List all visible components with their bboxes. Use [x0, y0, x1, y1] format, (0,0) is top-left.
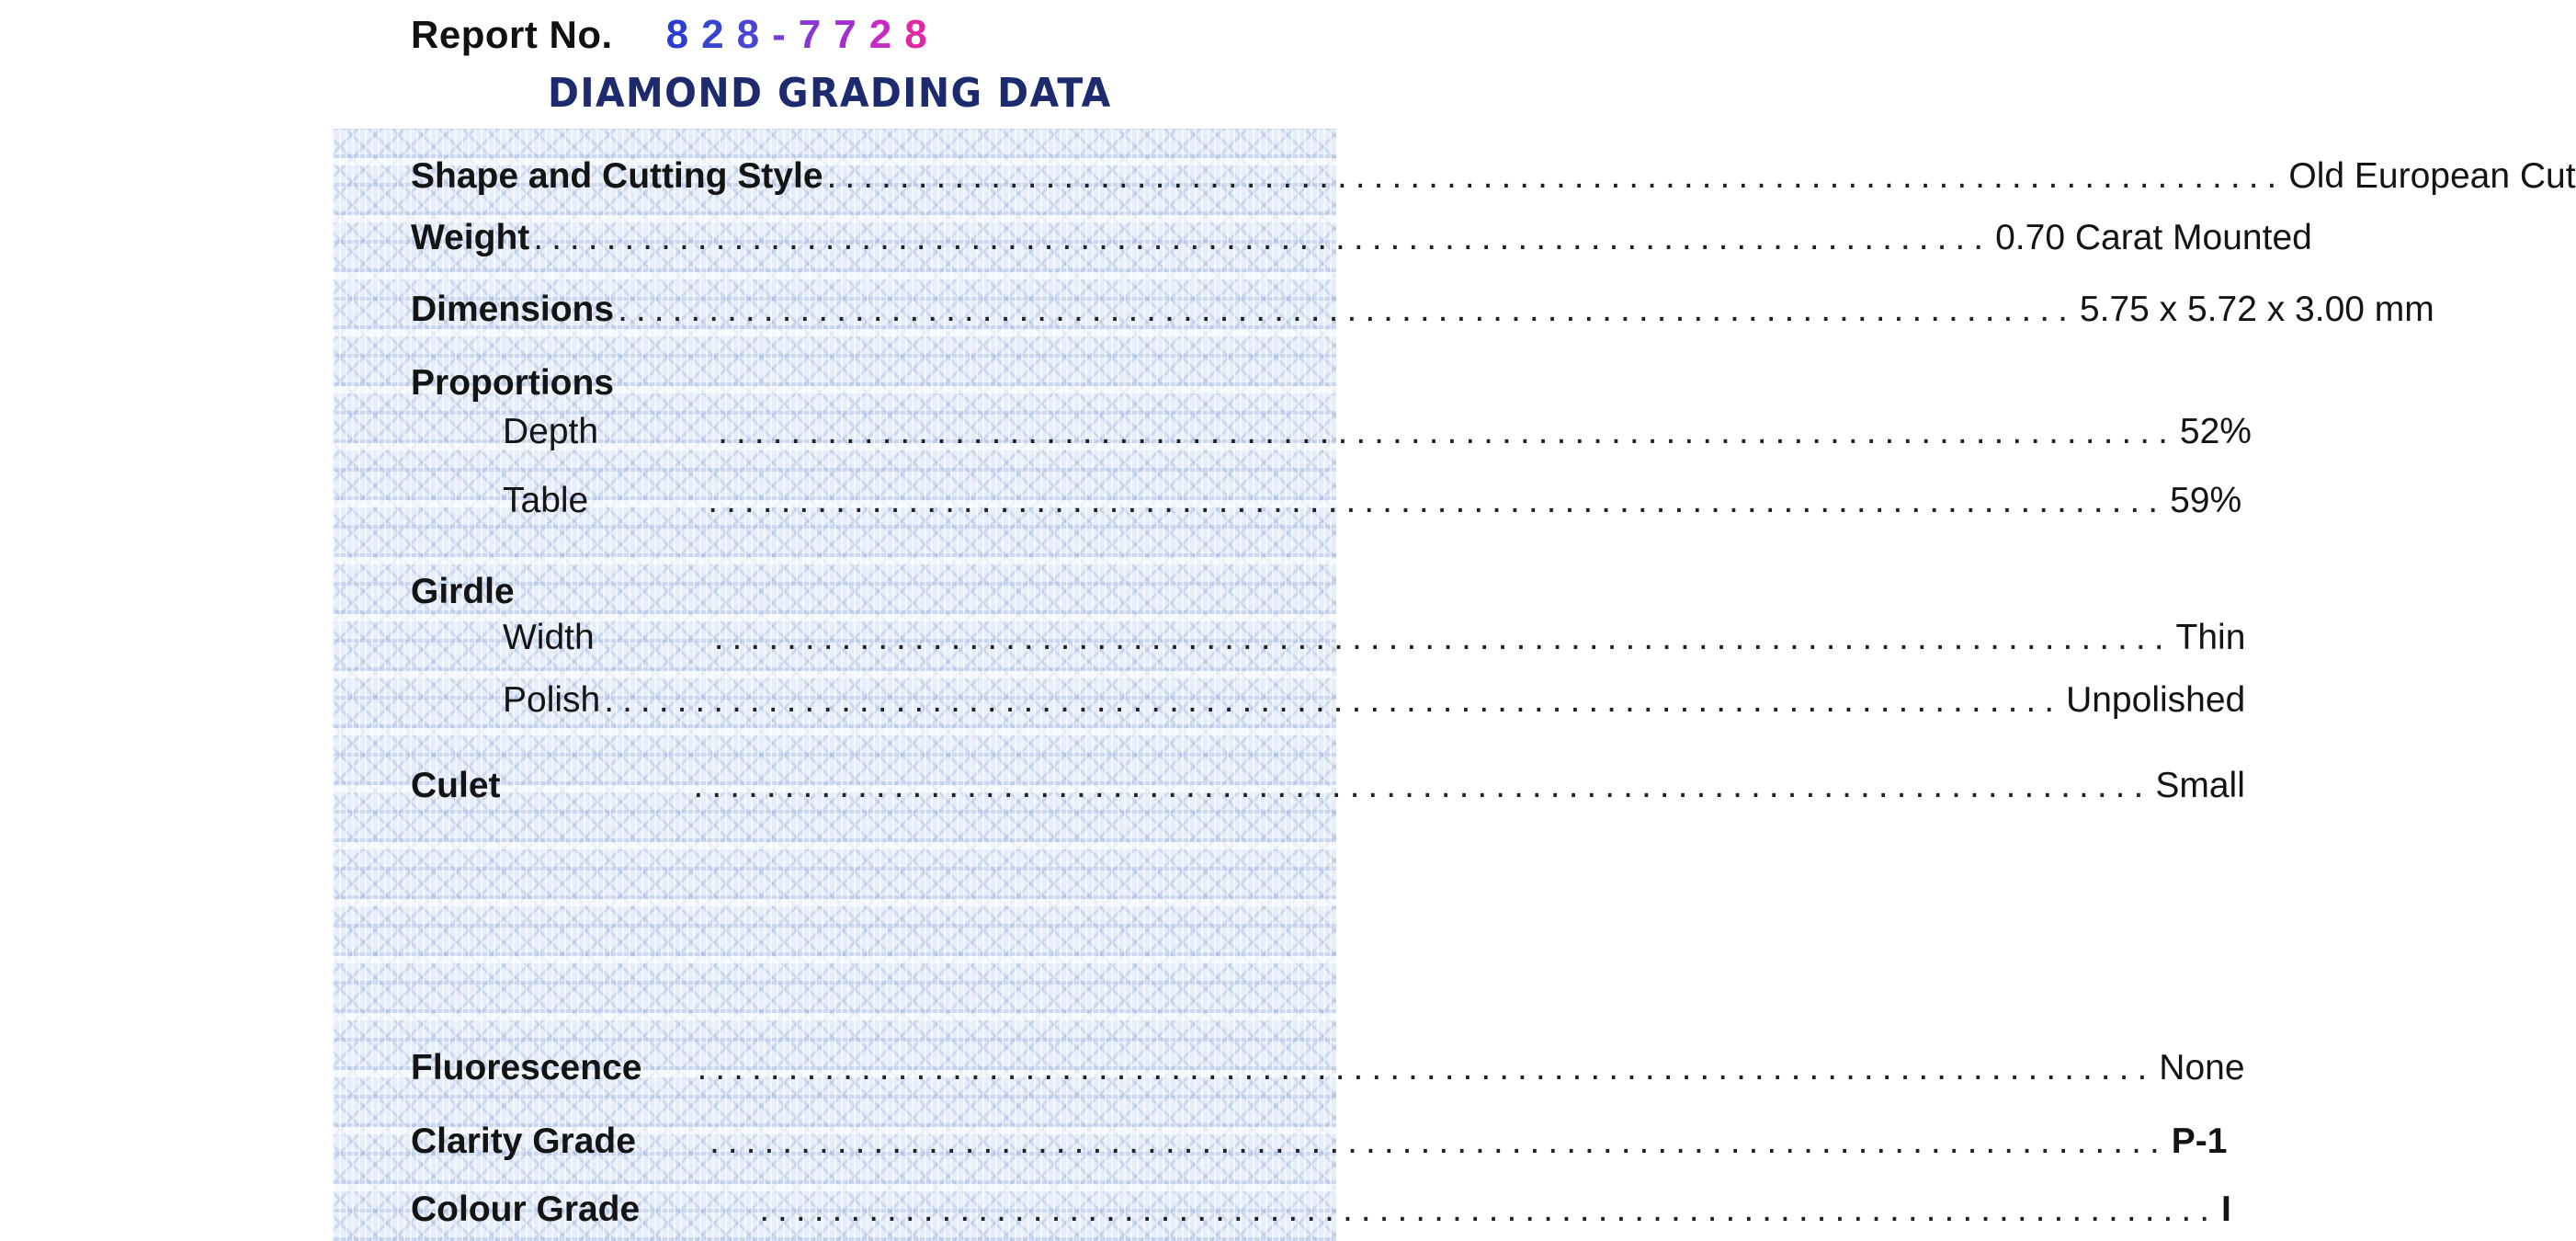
colour-label: Colour Grade: [411, 1190, 641, 1229]
dimensions-value: 5.75 x 5.72 x 3.00 mm: [2079, 290, 2434, 329]
girdle-heading: Girdle: [411, 572, 515, 611]
row-depth: [411, 412, 2252, 452]
row-fluorescence: [411, 1048, 2245, 1088]
report-digit: 8: [736, 12, 773, 57]
clarity-label: Clarity Grade: [411, 1121, 636, 1161]
row-table: [411, 481, 2242, 521]
report-digit: -: [772, 12, 799, 57]
row-culet: [411, 766, 2245, 806]
report-number-label: Report No.: [411, 13, 613, 56]
colour-value: I: [2221, 1190, 2231, 1229]
fluorescence-label: Fluorescence: [411, 1048, 642, 1087]
report-digit: 2: [701, 12, 737, 57]
report-title: DIAMOND GRADING DATA: [548, 70, 1112, 117]
clarity-value: P-1: [2171, 1121, 2228, 1161]
weight-label: Weight: [411, 218, 530, 257]
report-digit: 8: [904, 12, 940, 57]
fluorescence-value: None: [2159, 1048, 2245, 1087]
report-number-value: [666, 12, 940, 58]
shape-label: Shape and Cutting Style: [411, 156, 823, 196]
dot-leader: ................................................................................: [718, 412, 2176, 451]
row-girdle-polish: [411, 680, 2246, 721]
culet-label: Culet: [411, 766, 501, 805]
culet-value: Small: [2155, 766, 2245, 805]
report-digit: 8: [665, 12, 702, 57]
dot-leader: ................................................................................: [713, 618, 2173, 657]
report-digit: 7: [798, 12, 834, 57]
dot-leader: ................................................................................: [709, 1121, 2168, 1161]
dot-leader: ................................................................................: [604, 680, 2063, 720]
dot-leader: ................................................................................: [697, 1048, 2156, 1087]
shape-value: Old European Cut: [2288, 156, 2576, 196]
girdle-polish-label: Polish: [503, 680, 601, 720]
report-digit: 7: [834, 12, 869, 57]
row-dimensions: [411, 290, 2434, 330]
dot-leader: ................................................................................: [533, 218, 1992, 257]
girdle-polish-value: Unpolished: [2066, 680, 2246, 720]
row-clarity-grade: [411, 1121, 2228, 1162]
dimensions-label: Dimensions: [411, 290, 615, 329]
report-digit: 2: [868, 12, 905, 57]
depth-value: 52%: [2179, 412, 2252, 451]
depth-label: Depth: [503, 412, 599, 451]
table-label: Table: [503, 481, 589, 520]
row-colour-grade: [411, 1190, 2231, 1230]
dot-leader: ................................................................................: [693, 766, 2152, 805]
table-value: 59%: [2170, 481, 2242, 520]
dot-leader: ................................................................................: [618, 290, 2076, 329]
dot-leader: ................................................................................: [759, 1190, 2219, 1229]
girdle-width-label: Width: [503, 618, 595, 657]
weight-value: 0.70 Carat Mounted: [1995, 218, 2312, 257]
dot-leader: ................................................................................: [708, 481, 2167, 520]
row-shape-cutting-style: [411, 156, 2576, 197]
report-number: [411, 9, 940, 61]
girdle-width-value: Thin: [2175, 618, 2246, 657]
row-weight: [411, 218, 2312, 258]
dot-leader: ................................................................................: [826, 156, 2286, 196]
proportions-heading: Proportions: [411, 363, 614, 403]
row-girdle-width: [411, 618, 2246, 658]
